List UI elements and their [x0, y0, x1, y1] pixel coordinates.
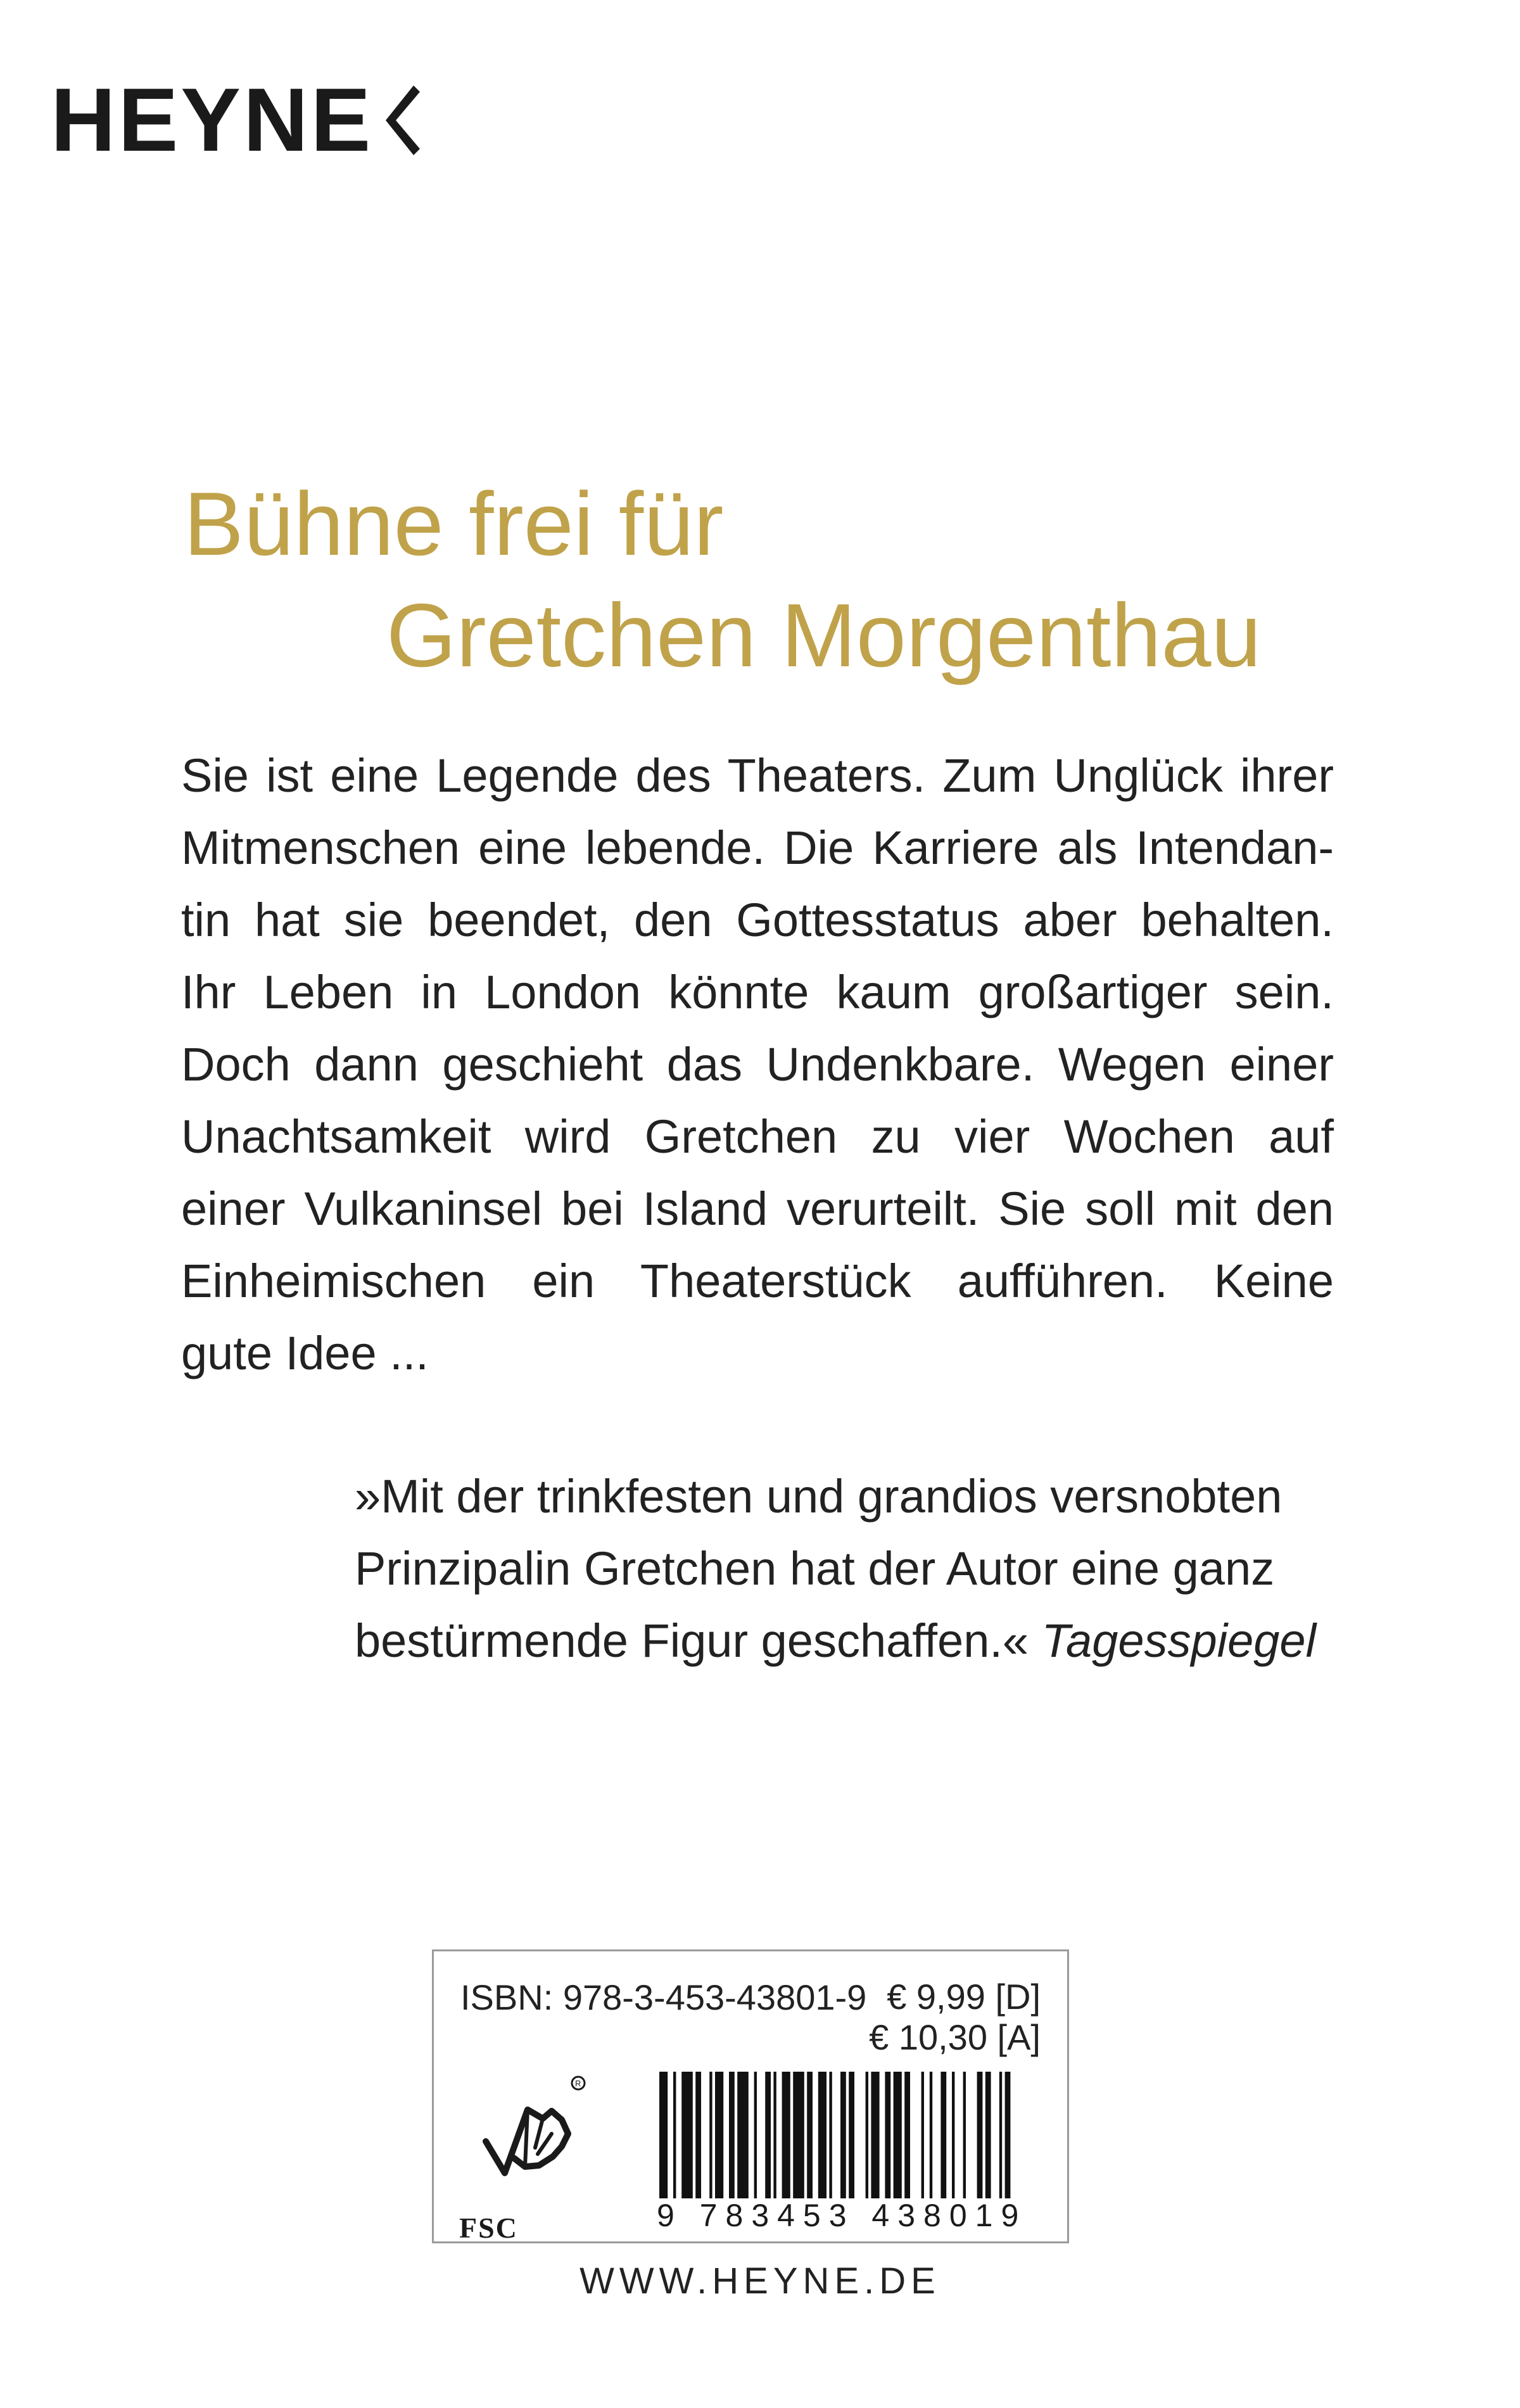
blurb-line: Einheimischen ein Theaterstück aufführen. Keine	[181, 1255, 1334, 1307]
blurb-line: Mitmenschen eine lebende. Die Karriere als Intendan-	[181, 821, 1334, 874]
svg-text:R: R	[575, 2079, 581, 2088]
quote-line-3	[355, 1605, 1330, 1677]
quote-line-2: Prinzipalin Gretchen hat der Autor eine ganz	[355, 1542, 1275, 1595]
barcode-bar	[840, 2072, 846, 2198]
barcode-bar	[894, 2072, 902, 2198]
blurb-line: Sie ist eine Legende des Theaters. Zum Unglück ihrer	[181, 749, 1334, 802]
blurb-line: gute Idee ...	[181, 1327, 429, 1379]
fsc-tree-logo-icon	[467, 2072, 587, 2224]
barcode-bar	[754, 2072, 757, 2198]
barcode-bar	[963, 2072, 966, 2198]
headline-line-2: Gretchen Morgenthau	[386, 585, 1262, 686]
barcode-bar	[977, 2072, 983, 2198]
press-quote	[355, 1461, 1330, 1677]
barcode-bar	[659, 2072, 668, 2198]
barcode-bar	[729, 2072, 735, 2198]
barcode-bar	[1005, 2072, 1011, 2198]
price-austria: € 10,30 [A]	[869, 2017, 1041, 2057]
barcode-bar	[952, 2072, 954, 2198]
barcode-bar	[922, 2072, 924, 2198]
headline	[184, 469, 1387, 692]
blurb-line: Unachtsamkeit wird Gretchen zu vier Wochen auf	[181, 1110, 1334, 1163]
quote-line-1: »Mit der trinkfesten und grandios versnobten	[355, 1470, 1282, 1523]
barcode-bar	[930, 2072, 932, 2198]
barcode-bar	[849, 2072, 854, 2198]
barcode-bar	[985, 2072, 991, 2198]
barcode-bar	[709, 2072, 712, 2198]
barcode-bar	[765, 2072, 771, 2198]
barcode-bar	[866, 2072, 868, 2198]
publisher-logo	[51, 70, 420, 170]
barcode-bar	[782, 2072, 790, 2198]
barcode-bar	[737, 2072, 749, 2198]
barcode-bar	[773, 2072, 776, 2198]
barcode-bar	[793, 2072, 804, 2198]
isbn-number: ISBN: 978-3-453-43801-9	[460, 1977, 867, 2017]
barcode-bar	[904, 2072, 910, 2198]
publisher-website: WWW.HEYNE.DE	[580, 2260, 940, 2302]
headline-line-1: Bühne frei für	[184, 474, 724, 574]
quote-source: Tagesspiegel	[1041, 1614, 1317, 1667]
barcode-bar	[681, 2072, 693, 2198]
quote-line-3-text: bestürmende Figur geschaffen.«	[355, 1614, 1029, 1667]
barcode-bar	[999, 2072, 1002, 2198]
blurb-line: einer Vulkaninsel bei Island verurteilt. Sie soll mit den	[181, 1182, 1334, 1235]
barcode-bar	[818, 2072, 826, 2198]
barcode-bar	[885, 2072, 890, 2198]
barcode-bar	[715, 2072, 723, 2198]
chevron-left-icon	[382, 83, 420, 158]
publisher-logo-text: HEYNE	[51, 70, 374, 170]
barcode-bar	[673, 2072, 676, 2198]
fsc-label: FSC	[459, 2212, 518, 2244]
barcode-bar	[695, 2072, 701, 2198]
blurb-line: Ihr Leben in London könnte kaum großartiger sein.	[181, 966, 1334, 1018]
blurb-line: tin hat sie beendet, den Gottesstatus aber behalten.	[181, 894, 1334, 946]
price-block	[869, 1977, 1041, 2058]
barcode-icon	[657, 2072, 1037, 2198]
blurb-text	[181, 740, 1334, 1390]
isbn-barcode-box	[432, 1949, 1069, 2243]
barcode-bar	[871, 2072, 879, 2198]
barcode-bar	[807, 2072, 813, 2198]
barcode-bar	[829, 2072, 832, 2198]
barcode-bar	[940, 2072, 946, 2198]
price-germany: € 9,99 [D]	[887, 1977, 1041, 2017]
blurb-line: Doch dann geschieht das Undenkbare. Wegen einer	[181, 1038, 1334, 1091]
barcode-digits: 9 783453 438019	[657, 2198, 1027, 2233]
